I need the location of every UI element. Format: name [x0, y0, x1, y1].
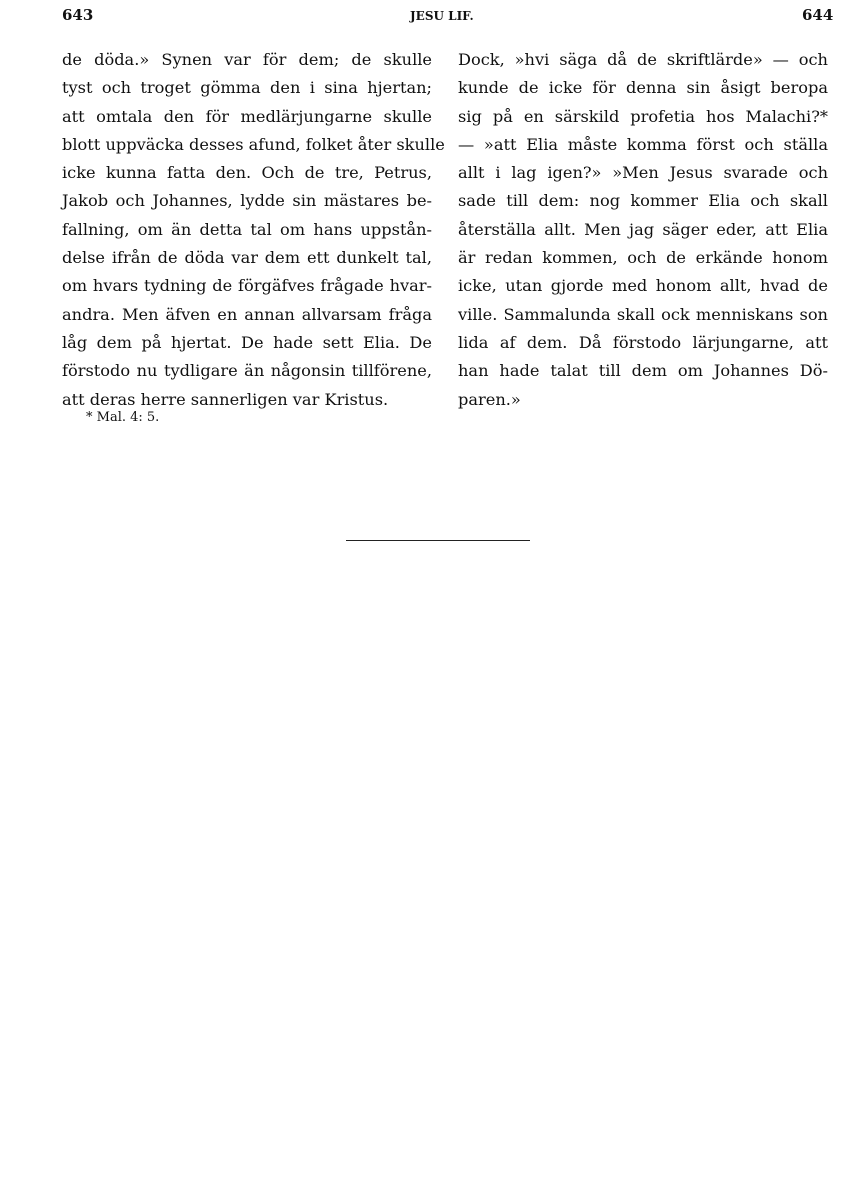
- text-line: delse ifrån de döda var dem ett dunkelt tal,: [62, 248, 432, 268]
- text-line: Jakob och Johannes, lydde sin mästares be-: [62, 191, 432, 211]
- text-line: fallning, om än detta tal om hans uppstån-: [62, 219, 432, 239]
- text-line: låg dem på hjertat. De hade sett Elia. De: [62, 332, 432, 352]
- left-text-column: [62, 46, 445, 414]
- footnote: * Mal. 4: 5.: [86, 410, 160, 425]
- running-title: JESU LIF.: [410, 9, 474, 23]
- text-line: tyst och troget gömma den i sina hjertan;: [62, 78, 432, 98]
- text-line: sade till dem: nog kommer Elia och skall: [458, 191, 828, 211]
- text-line: — »att Elia måste komma först och ställa: [458, 134, 828, 154]
- text-line: förstodo nu tydligare än någonsin tillförene,: [62, 361, 432, 381]
- right-text-column: [458, 46, 828, 414]
- right-page-number: 644: [802, 6, 834, 24]
- text-line: sig på en särskild profetia hos Malachi?*: [458, 106, 828, 126]
- text-line: om hvars tydning de förgäfves frågade hvar-: [62, 276, 432, 296]
- text-line: paren.»: [458, 389, 521, 409]
- text-line: allt i lag igen?» »Men Jesus svarade och: [458, 163, 828, 183]
- end-rule: [346, 540, 530, 541]
- left-page-number: 643: [62, 6, 94, 24]
- text-line: icke kunna fatta den. Och de tre, Petrus,: [62, 163, 432, 183]
- text-line: ville. Sammalunda skall ock menniskans son: [458, 304, 828, 324]
- text-line: är redan kommen, och de erkände honom: [458, 248, 828, 268]
- text-line: han hade talat till dem om Johannes Dö-: [458, 361, 828, 381]
- text-line: andra. Men äfven en annan allvarsam fråga: [62, 304, 432, 324]
- text-line: återställa allt. Men jag säger eder, att Elia: [458, 219, 828, 239]
- text-line: de döda.» Synen var för dem; de skulle: [62, 50, 432, 69]
- text-line: Dock, »hvi säga då de skriftlärde» — och: [458, 50, 828, 69]
- text-line: att omtala den för medlärjungarne skulle: [62, 106, 432, 126]
- text-line: att deras herre sannerligen var Kristus.: [62, 389, 389, 409]
- text-line: lida af dem. Då förstodo lärjungarne, att: [458, 332, 828, 352]
- text-line: icke, utan gjorde med honom allt, hvad de: [458, 276, 828, 296]
- text-line: kunde de icke för denna sin åsigt beropa: [458, 78, 828, 98]
- text-line: blott uppväcka desses afund, folket åter skulle: [62, 134, 445, 154]
